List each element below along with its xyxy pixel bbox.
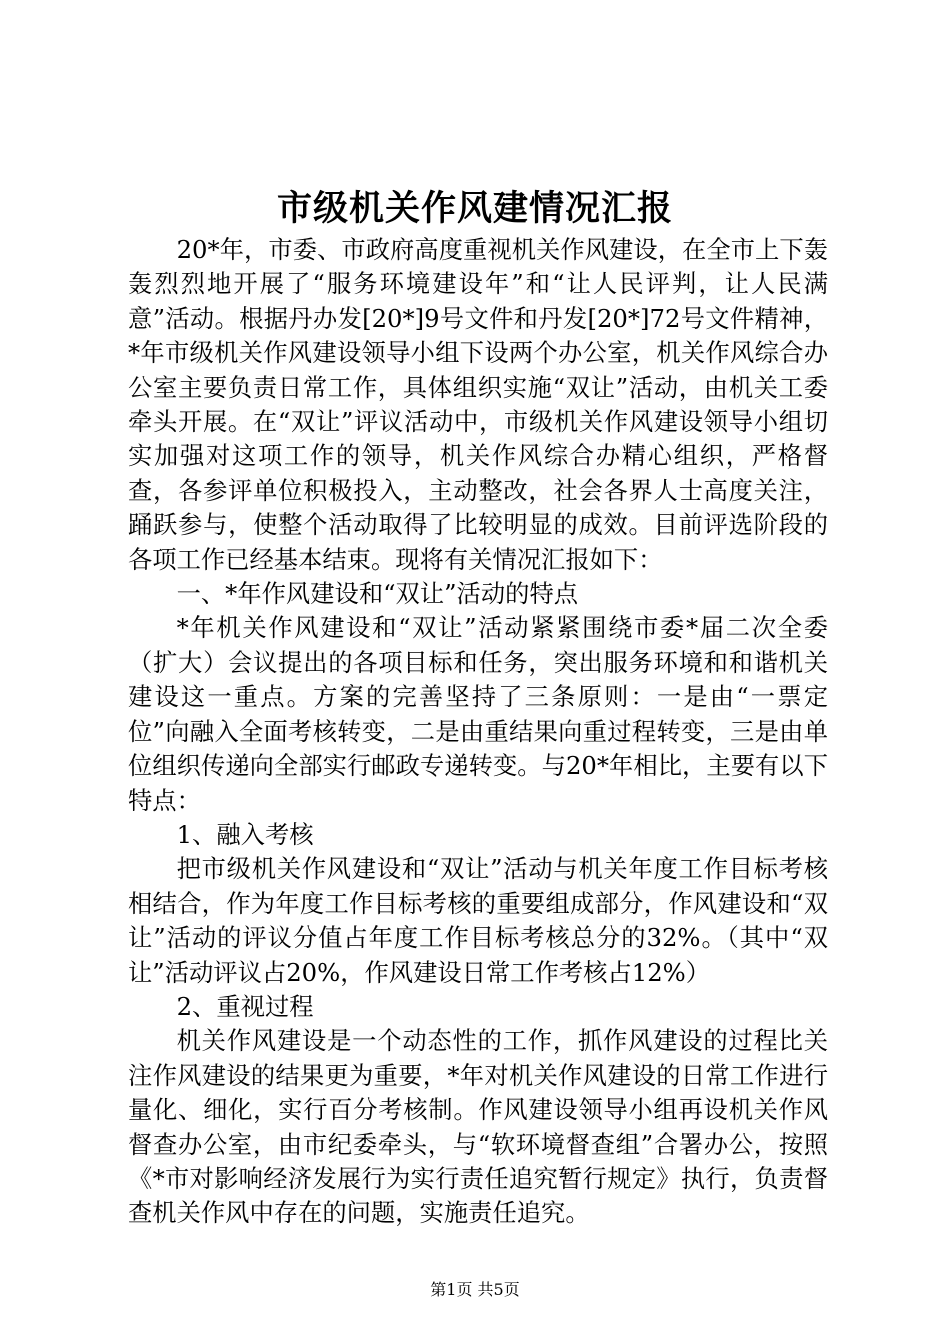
document-body [128,233,828,1231]
subheading-1: 1、融入考核 [176,819,314,849]
paragraph-assessment: 把市级机关作风建设和“双让”活动与机关年度工作目标考核相结合，作为年度工作目标考核的重要组成部分，作风建设和“双让”活动的评议分值占年度工作目标考核总分的32%。（其中“双让”活动评议占20%，作风建设日常工作考核占12%） [128,854,828,987]
section-heading-1: 一、*年作风建设和“双让”活动的特点 [176,579,579,609]
paragraph-intro: 20*年，市委、市政府高度重视机关作风建设，在全市上下轰轰烈烈地开展了“服务环境建设年”和“让人民评判，让人民满意”活动。根据丹办发[20*]9号文件和丹发[20*]72号文件精神，*年市级机关作风建设领导小组下设两个办公室，机关作风综合办公室主要负责日常工作，具体组织实施“双让”活动，由机关工委牵头开展。在“双让”评议活动中，市级机关作风建设领导小组切实加强对这项工作的领导，机关作风综合办精心组织，严格督查，各参评单位积极投入，主动整改，社会各界人士高度关注，踊跃参与，使整个活动取得了比较明显的成效。目前评选阶段的各项工作已经基本结束。现将有关情况汇报如下： [128,235,828,574]
document-title: 市级机关作风建情况汇报 [276,188,673,229]
subheading-2: 2、重视过程 [176,991,314,1021]
page-footer: 第1页 共5页 [430,1280,520,1299]
paragraph-overview: *年机关作风建设和“双让”活动紧紧围绕市委*届二次全委（扩大）会议提出的各项目标和任务，突出服务环境和和谐机关建设这一重点。方案的完善坚持了三条原则：一是由“一票定位”向融入全面考核转变，二是由重结果向重过程转变，三是由单位组织传递向全部实行邮政专递转变。与20*年相比，主要有以下特点： [128,613,828,815]
paragraph-process: 机关作风建设是一个动态性的工作，抓作风建设的过程比关注作风建设的结果更为重要，*年对机关作风建设的日常工作进行量化、细化，实行百分考核制。作风建设领导小组再设机关作风督查办公室，由市纪委牵头，与“软环境督查组”合署办公，按照《*市对影响经济发展行为实行责任追究暂行规定》执行，负责督查机关作风中存在的问题，实施责任追究。 [128,1026,828,1228]
